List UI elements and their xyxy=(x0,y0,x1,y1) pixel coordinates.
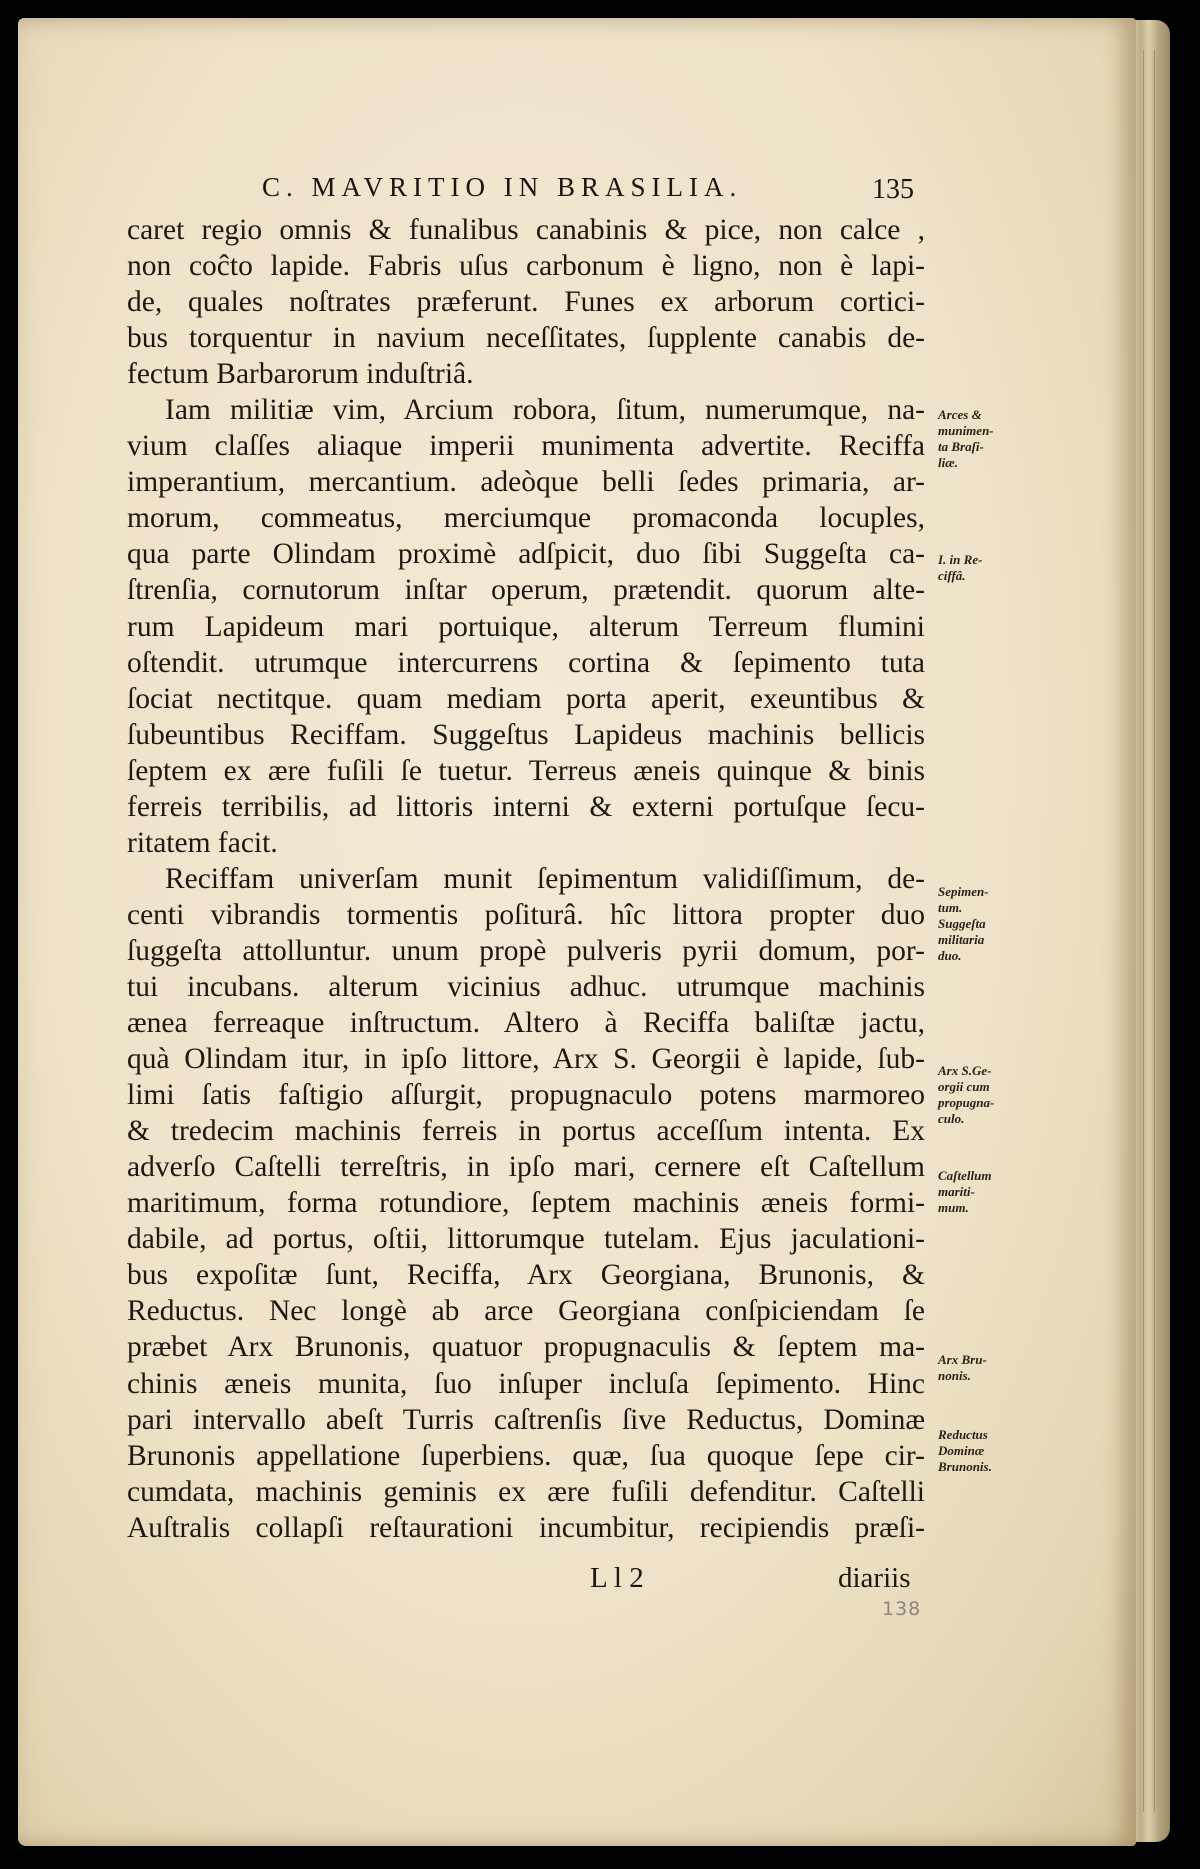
margin-note-line: Sepimen- xyxy=(938,884,989,899)
pencil-folio-number: 138 xyxy=(882,1598,922,1620)
margin-note-arx-brunonis xyxy=(938,1352,1006,1384)
margin-note-line: orgii cum xyxy=(938,1079,990,1094)
text-line: fectum Barbarorum induſtriâ. xyxy=(127,358,474,391)
margin-note-line: Arx Bru- xyxy=(938,1352,987,1367)
text-line: tui incubans. alterum vicinius adhuc. utrumque machinis xyxy=(127,970,925,1003)
text-line: pari intervallo abeſt Turris caſtrenſis ſive Reductus, Dominæ xyxy=(127,1403,925,1436)
text-line: ſubeuntibus Reciffam. Suggeſtus Lapideus machinis bellicis xyxy=(127,718,925,751)
margin-note-line: militaria xyxy=(938,932,985,947)
margin-note-sepimentum xyxy=(938,884,1006,964)
margin-note-arces xyxy=(938,407,1006,471)
text-line: bus expoſitæ ſunt, Reciffa, Arx Georgiana, Brunonis, & xyxy=(127,1259,925,1292)
catchword: diariis xyxy=(838,1562,911,1594)
margin-note-line: Caſtellum xyxy=(938,1168,992,1183)
margin-note-arx-georgii xyxy=(938,1063,1006,1127)
signature-mark: L l 2 xyxy=(590,1562,644,1594)
margin-note-line: Arces & xyxy=(938,407,982,422)
margin-note-line: Arx S.Ge- xyxy=(938,1063,992,1078)
text-line: Reductus. Nec longè ab arce Georgiana conſpiciendam ſe xyxy=(127,1295,925,1328)
text-line: dabile, ad portus, oſtii, littorumque tutelam. Ejus jaculationi- xyxy=(127,1223,925,1256)
running-head-title: C. MAVRITIO IN BRASILIA. xyxy=(262,172,743,202)
margin-note-castellum xyxy=(938,1168,1006,1216)
text-line: oſtendit. utrumque intercurrens cortina & ſepimento tuta xyxy=(127,646,925,679)
margin-note-line: ta Braſi- xyxy=(938,439,984,454)
text-line: quà Olindam itur, in ipſo littore, Arx S. Georgii è lapide, ſub- xyxy=(127,1043,925,1076)
margin-note-line: Dominæ xyxy=(938,1443,985,1458)
text-line: Iam militiæ vim, Arcium robora, ſitum, numerumque, na- xyxy=(165,394,925,427)
text-line: ſeptem ex ære fuſili ſe tuetur. Terreus æneis quinque & binis xyxy=(127,754,925,787)
margin-note-line: Reductus xyxy=(938,1427,988,1442)
text-line: ſtrenſia, cornutorum inſtar operum, prætendit. quorum alte- xyxy=(127,574,925,607)
margin-note-line: nonis. xyxy=(938,1368,971,1383)
text-line: ſociat nectitque. quam mediam porta aperit, exeuntibus & xyxy=(127,682,925,715)
text-line: Reciffam univerſam munit ſepimentum validiſſimum, de- xyxy=(165,862,925,895)
margin-note-line: mum. xyxy=(938,1200,969,1215)
text-line: limi ſatis faſtigio aſſurgit, propugnaculo potens marmoreo xyxy=(127,1079,925,1112)
margin-note-line: propugna- xyxy=(938,1095,995,1110)
margin-note-reductus xyxy=(938,1427,1006,1475)
text-line: ſuggeſta attolluntur. unum propè pulveris pyrii domum, por- xyxy=(127,934,925,967)
text-line: morum, commeatus, merciumque promaconda locuples, xyxy=(127,502,925,535)
text-line: qua parte Olindam proximè adſpicit, duo ſibi Suggeſta ca- xyxy=(127,538,925,571)
margin-note-line: Suggeſta xyxy=(938,916,986,931)
margin-note-line: liæ. xyxy=(938,455,958,470)
margin-note-line: munimen- xyxy=(938,423,994,438)
margin-note-line: tum. xyxy=(938,900,963,915)
margin-note-line: I. in Re- xyxy=(938,552,983,567)
text-line: chinis æneis munita, ſuo inſuper incluſa ſepimento. Hinc xyxy=(127,1367,925,1400)
text-line: maritimum, forma rotundiore, ſeptem machinis æneis formi- xyxy=(127,1187,925,1220)
text-line: & tredecim machinis ferreis in portus acceſſum intenta. Ex xyxy=(127,1115,925,1148)
text-line: bus torquentur in navium neceſſitates, ſupplente canabis de- xyxy=(127,322,925,355)
margin-note-line: culo. xyxy=(938,1111,965,1126)
margin-note-line: Brunonis. xyxy=(938,1459,992,1474)
text-line: ænea ferreaque inſtructum. Altero à Reciffa baliſtæ jactu, xyxy=(127,1007,925,1040)
margin-note-line: ciffâ. xyxy=(938,568,966,583)
text-line: cumdata, machinis geminis ex ære fuſili defenditur. Caſtelli xyxy=(127,1475,925,1508)
text-line: centi vibrandis tormentis poſiturâ. hîc littora propter duo xyxy=(127,898,925,931)
page-footer xyxy=(0,1562,1200,1602)
page-number: 135 xyxy=(872,174,914,205)
text-line: imperantium, mercantium. adeòque belli ſedes primaria, ar- xyxy=(127,466,925,499)
text-line: non coĉto lapide. Fabris uſus carbonum è ligno, non è lapi- xyxy=(127,250,925,283)
text-line: caret regio omnis & funalibus canabinis & pice, non calce , xyxy=(127,214,925,246)
margin-note-line: duo. xyxy=(938,948,962,963)
text-line: de, quales noſtrates præferunt. Funes ex arborum cortici- xyxy=(127,286,925,319)
text-line: Brunonis appellatione ſuperbiens. quæ, ſua quoque ſepe cir- xyxy=(127,1439,925,1472)
text-line: vium claſſes aliaque imperii munimenta advertite. Reciffa xyxy=(127,430,925,463)
text-line: Auſtralis collapſi reſtaurationi incumbitur, recipiendis præſi- xyxy=(127,1511,925,1544)
margin-note-reciffa xyxy=(938,552,1006,584)
text-line: præbet Arx Brunonis, quatuor propugnaculis & ſeptem ma- xyxy=(127,1331,925,1364)
margin-note-line: mariti- xyxy=(938,1184,975,1199)
text-line: rum Lapideum mari portuique, alterum Terreum flumini xyxy=(127,610,925,643)
text-line: ferreis terribilis, ad littoris interni & externi portuſque ſecu- xyxy=(127,790,925,823)
text-line: adverſo Caſtelli terreſtris, in ipſo mari, cernere eſt Caſtellum xyxy=(127,1151,925,1184)
text-line: ritatem facit. xyxy=(127,826,278,859)
